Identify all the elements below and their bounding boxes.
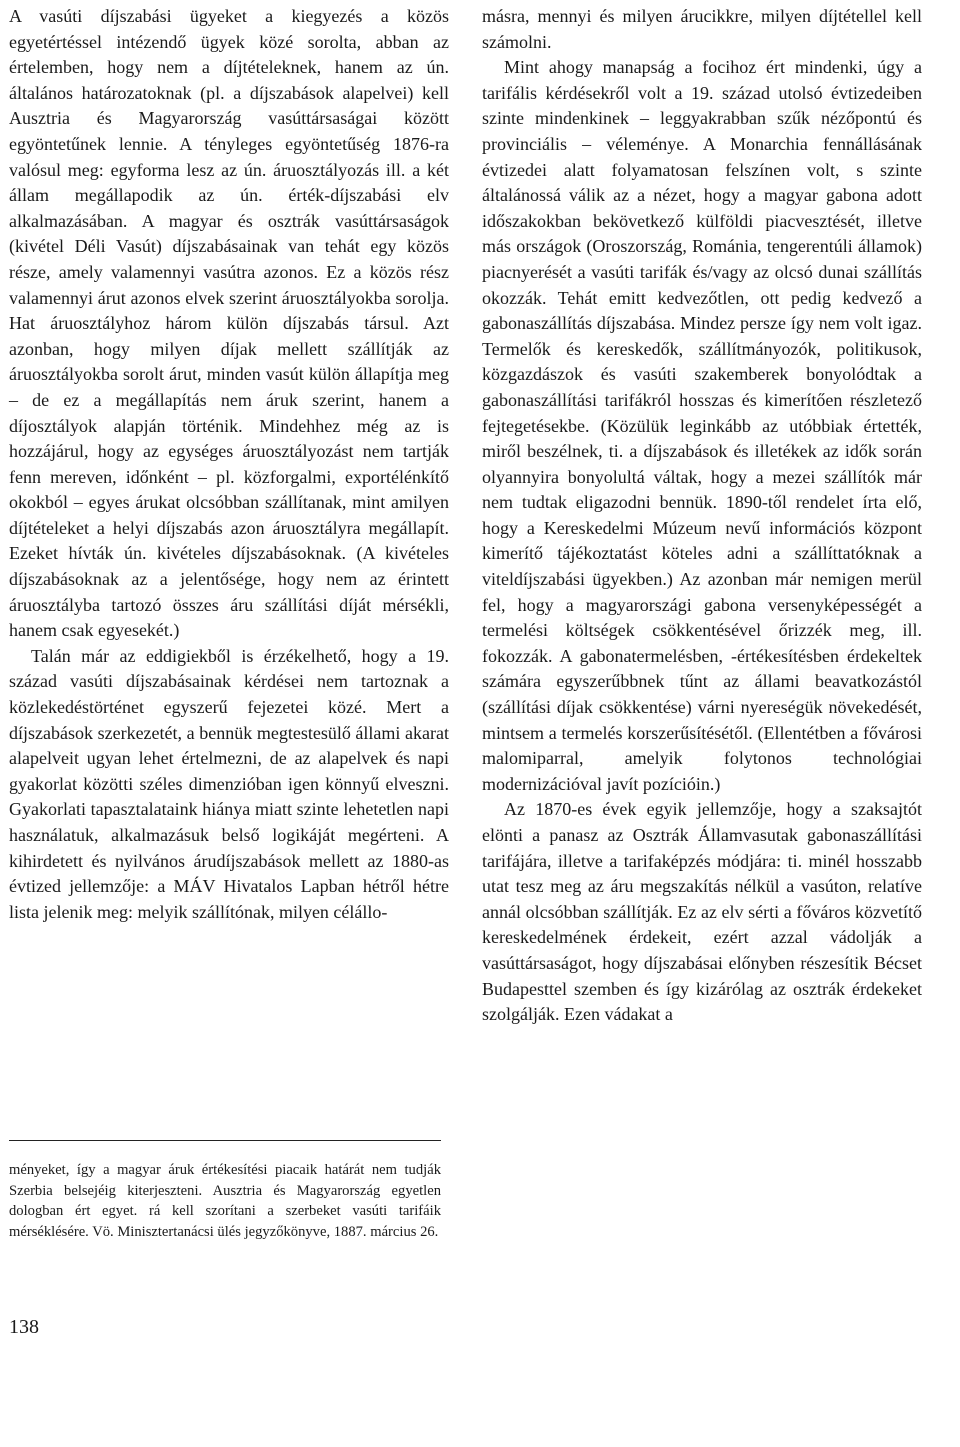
right-paragraph-3: Az 1870-es évek egyik jellemzője, hogy a szaksajtót elönti a panasz az Osztrák Államvasutak gabonaszállítási tarifájára, illetve a tarifaképzés módjára: ti. minél hosszabb utat tesz meg az áru megszakítás nélkül a vasúton, relatíve annál olcsóbban szállítják. Ez az elv sérti a főváros közvetítő kereskedelmének érdekeit, ezért azzal vádolják a vasúttársaságot, hogy díjszabásai előnyben részesítik Bécset Budapesttel szemben és így kizárólag az osztrák érdekeket szolgálják. Ezen vádakat a bbox=[482, 799, 922, 1025]
footnote: ményeket, így a magyar áruk értékesítési piacaik határát nem tudják Szerbia belsejéig kiterjeszteni. Ausztria és Magyarország egyetlen dologban ért egyet. rá kell szorítani a szerbeket vasúti tarifáik mérséklésére. Vö. Minisztertanácsi ülés jegyzőkönyve, 1887. március 26. bbox=[9, 1162, 441, 1240]
footnote-divider bbox=[9, 1140, 441, 1141]
right-paragraph-2: Mint ahogy manapság a focihoz ért mindenki, úgy a tarifális kérdésekről volt a 19. század utolsó évtizedeiben szinte mindenkinek – leggyakrabban szűk nézőpontú és provinciális – véleménye. A Monarchia fennállásának évtizedei alatt folyamatosan felszínen volt, s szinte általánossá válik az a nézet, hogy a magyar gabona adott időszakokban bekövetkező külföldi piacvesztését, illetve más országok (Oroszország, Románia, tengerentúli államok) piacnyerését a vasúti tarifák és/vagy az olcsó dunai szállítás okozzák. Tehát emitt kedvezőtlen, ott pedig kedvező a gabonaszállítás díjszabása. Mindez persze így nem volt igaz. Termelők és kereskedők, szállítmányozók, politikusok, közgazdászok és vasúti szakemberek bonyolódtak a gabonaszállítási tarifákról hosszas és kimerítően részletező fejtegetésekbe. (Közülük leginkább az utóbbiak értették, miről beszélnek, ti. a díjszabások és illetékek az idők során olyannyira bonyolultá váltak, hogy a mezei szállítók már nem tudtak eligazodni bennük. 1890-től rendelet írta elő, hogy a Kereskedelmi Múzeum nevű információs központ kimerítő tájékoztatást köteles adni a szállíttatóknak a viteldíjszabási ügyekben.) Az azonban már nemigen merül fel, hogy a magyarországi gabona versenyképességét a termelési költségek csökkentésével őrizzék meg, ill. fokozzák. A gabonatermelésben, -értékesítésben érdekeltek számára egyszerűbbnek tűnt az állami beavatkozástól (szállítási díjak csökkentése) várni nyereségük növekedését, mintsem a termelés korszerűsítésétől. (Ellentétben a fővárosi malomiparral, amelyik folytonos technológiai modernizációval javít pozícióin.) bbox=[482, 57, 922, 794]
left-paragraph-1: A vasúti díjszabási ügyeket a kiegyezés a közös egyetértéssel intézendő ügyek közé sorolta, abban az értelemben, hogy nem a díjtételeknek, hanem az ún. általános határozatoknak (pl. a díjszabások alapelvei) kell Ausztria és Magyarország vasúttársaságai között egyöntetűnek lennie. A tényleges egyöntetűség 1876-ra valósul meg: egyforma lesz az ún. áruosztályozás ill. a két állam megállapodik az ún. érték-díjszabási elv alkalmazásában. A magyar és osztrák vasúttársaságok (kivétel Déli Vasút) díjszabásainak van tehát egy közös része, amely valamennyi vasútra azonos. Ez a közös rész valamennyi árut azonos elvek szerint áruosztályokba sorolja. Hat áruosztályhoz három külön díjszabás társul. Azt azonban, hogy milyen díjak mellett szállítják az áruosztályokba sorolt árut, minden vasút külön állapítja meg – de ez a megállapítás nem áruk szerint, hanem a díjosztályok alapján történik. Mindehhez még az is hozzájárul, hogy az egységes áruosztályozást nem tartják fenn mereven, időnként – pl. közforgalmi, exportélénkítő okokból – egyes árukat olcsóbban szállítanak, mint amilyen díjtételeket a helyi díjszabás azon áruosztályra megállapít. Ezeket hívták ún. kivételes díjszabásoknak. (A kivételes díjszabásoknak az a jelentősége, hogy nem az érintett áruosztályba tartozó összes áru szállítási díját mérsékli, hanem csak egyesekét.) bbox=[9, 6, 449, 641]
right-column bbox=[482, 4, 922, 1028]
right-paragraph-1: másra, mennyi és milyen árucikkre, milyen díjtétellel kell számolni. bbox=[482, 6, 922, 52]
left-paragraph-2: Talán már az eddigiekből is érzékelhető, hogy a 19. század vasúti díjszabásainak kérdései nem tartoznak a közlekedéstörténet egyszerű fejezetei közé. Mert a díjszabások szerkezetét, a bennük megtestesülő állami akarat alapelveit ugyan lehet értelmezni, de az alapelvek és napi gyakorlat közötti széles dimenzióban igen könnyű elveszni. Gyakorlati tapasztalataink hiánya miatt szinte lehetetlen napi használatuk, alkalmazásuk belső logikáját megérteni. A kihirdetett és nyilvános árudíjszabások mellett az 1880-as évtized jellemzője: a MÁV Hivatalos Lapban hétről hétre lista jelenik meg: melyik szállítónak, milyen célállo- bbox=[9, 645, 449, 922]
page-number: 138 bbox=[9, 1316, 39, 1338]
left-column bbox=[9, 4, 449, 925]
